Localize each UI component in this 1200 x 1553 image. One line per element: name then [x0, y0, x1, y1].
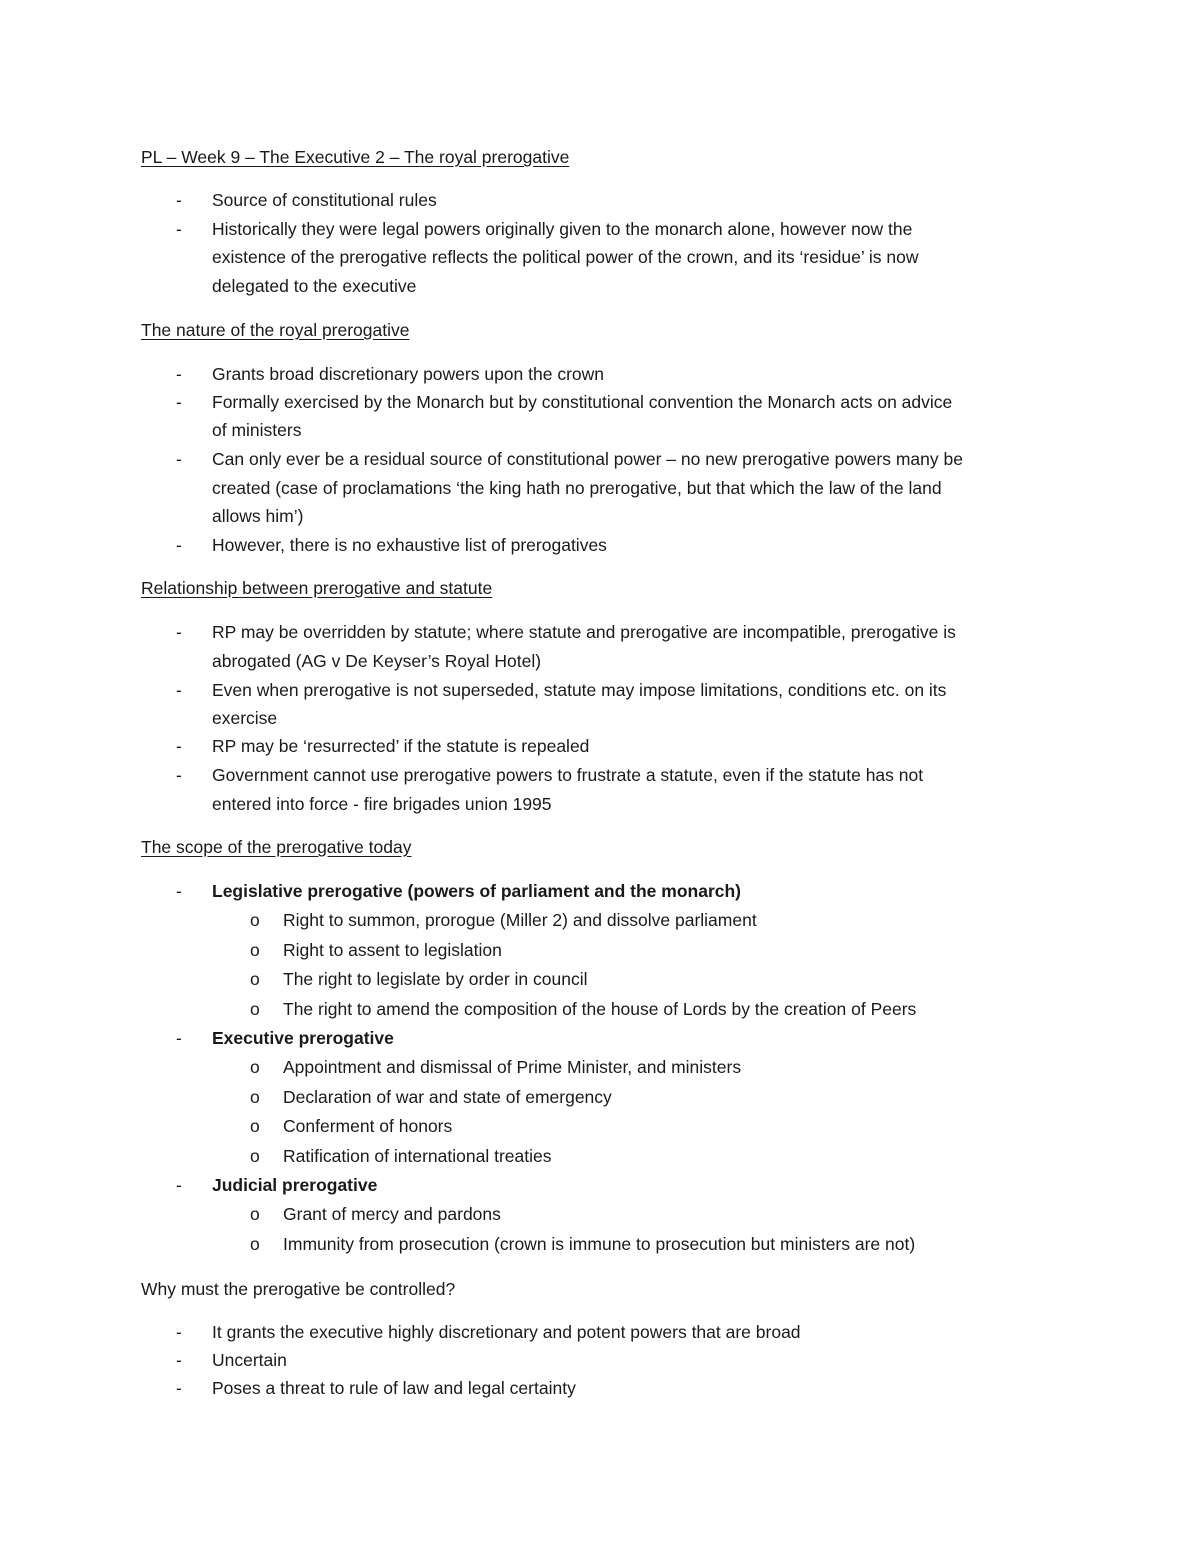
nature-line: Formally exercised by the Monarch but by constitutional convention the Monarch acts on advice [212, 392, 953, 412]
scope-item: Declaration of war and state of emergency [283, 1087, 612, 1107]
scope-item: The right to amend the composition of the house of Lords by the creation of Peers [283, 999, 917, 1019]
intro-line: delegated to the executive [212, 276, 417, 296]
scope-item: Immunity from prosecution (crown is immune to prosecution but ministers are not) [283, 1234, 916, 1254]
dash-bullet: - [176, 364, 182, 384]
control-line: Uncertain [212, 1350, 287, 1370]
dash-bullet: - [176, 881, 182, 901]
dash-bullet: - [176, 535, 182, 555]
nature-line: of ministers [212, 420, 302, 440]
dash-bullet: - [176, 449, 182, 469]
circle-bullet: o [250, 1057, 260, 1077]
dash-bullet: - [176, 1350, 182, 1370]
scope-item: Conferment of honors [283, 1116, 453, 1136]
intro-line: existence of the prerogative reflects the political power of the crown, and its ‘residue’ is now [212, 247, 919, 267]
nature-line: Grants broad discretionary powers upon the crown [212, 364, 605, 384]
relationship-line: abrogated (AG v De Keyser’s Royal Hotel) [212, 651, 542, 671]
dash-bullet: - [176, 1378, 182, 1398]
dash-bullet: - [176, 765, 182, 785]
dash-bullet: - [176, 736, 182, 756]
scope-item: The right to legislate by order in council [283, 969, 588, 989]
relationship-line: RP may be overridden by statute; where statute and prerogative are incompatible, prerogative is [212, 622, 956, 642]
circle-bullet: o [250, 1204, 260, 1224]
dash-bullet: - [176, 1175, 182, 1195]
control-line: Poses a threat to rule of law and legal certainty [212, 1378, 576, 1398]
scope-judicial-label: Judicial prerogative [212, 1175, 378, 1195]
section-heading-scope: The scope of the prerogative today [141, 837, 412, 857]
circle-bullet: o [250, 1087, 260, 1107]
section-heading-nature: The nature of the royal prerogative [141, 320, 410, 340]
section-heading-relationship: Relationship between prerogative and statute [141, 578, 493, 598]
relationship-line: exercise [212, 708, 278, 728]
control-line: It grants the executive highly discretionary and potent powers that are broad [212, 1322, 801, 1342]
relationship-line: entered into force - fire brigades union 1995 [212, 794, 552, 814]
nature-line: created (case of proclamations ‘the king hath no prerogative, but that which the law of the land [212, 478, 942, 498]
scope-item: Right to assent to legislation [283, 940, 502, 960]
scope-item: Ratification of international treaties [283, 1146, 552, 1166]
relationship-line: Government cannot use prerogative powers to frustrate a statute, even if the statute has not [212, 765, 924, 785]
nature-line: allows him’) [212, 506, 304, 526]
scope-executive-label: Executive prerogative [212, 1028, 394, 1048]
circle-bullet: o [250, 999, 260, 1019]
dash-bullet: - [176, 680, 182, 700]
dash-bullet: - [176, 190, 182, 210]
relationship-line: RP may be ‘resurrected’ if the statute is repealed [212, 736, 590, 756]
scope-legislative-label: Legislative prerogative (powers of parliament and the monarch) [212, 881, 742, 901]
dash-bullet: - [176, 392, 182, 412]
circle-bullet: o [250, 1234, 260, 1254]
dash-bullet: - [176, 1322, 182, 1342]
scope-item: Grant of mercy and pardons [283, 1204, 501, 1224]
dash-bullet: - [176, 219, 182, 239]
circle-bullet: o [250, 910, 260, 930]
circle-bullet: o [250, 1116, 260, 1136]
circle-bullet: o [250, 969, 260, 989]
intro-line: Source of constitutional rules [212, 190, 437, 210]
circle-bullet: o [250, 1146, 260, 1166]
scope-item: Right to summon, prorogue (Miller 2) and dissolve parliament [283, 910, 757, 930]
circle-bullet: o [250, 940, 260, 960]
section-heading-control: Why must the prerogative be controlled? [141, 1279, 456, 1299]
scope-item: Appointment and dismissal of Prime Minister, and ministers [283, 1057, 742, 1077]
page-title: PL – Week 9 – The Executive 2 – The royal prerogative [141, 147, 570, 167]
dash-bullet: - [176, 622, 182, 642]
nature-line: Can only ever be a residual source of constitutional power – no new prerogative powers many be [212, 449, 963, 469]
nature-line: However, there is no exhaustive list of prerogatives [212, 535, 607, 555]
dash-bullet: - [176, 1028, 182, 1048]
relationship-line: Even when prerogative is not superseded, statute may impose limitations, conditions etc. on its [212, 680, 947, 700]
intro-line: Historically they were legal powers originally given to the monarch alone, however now the [212, 219, 913, 239]
